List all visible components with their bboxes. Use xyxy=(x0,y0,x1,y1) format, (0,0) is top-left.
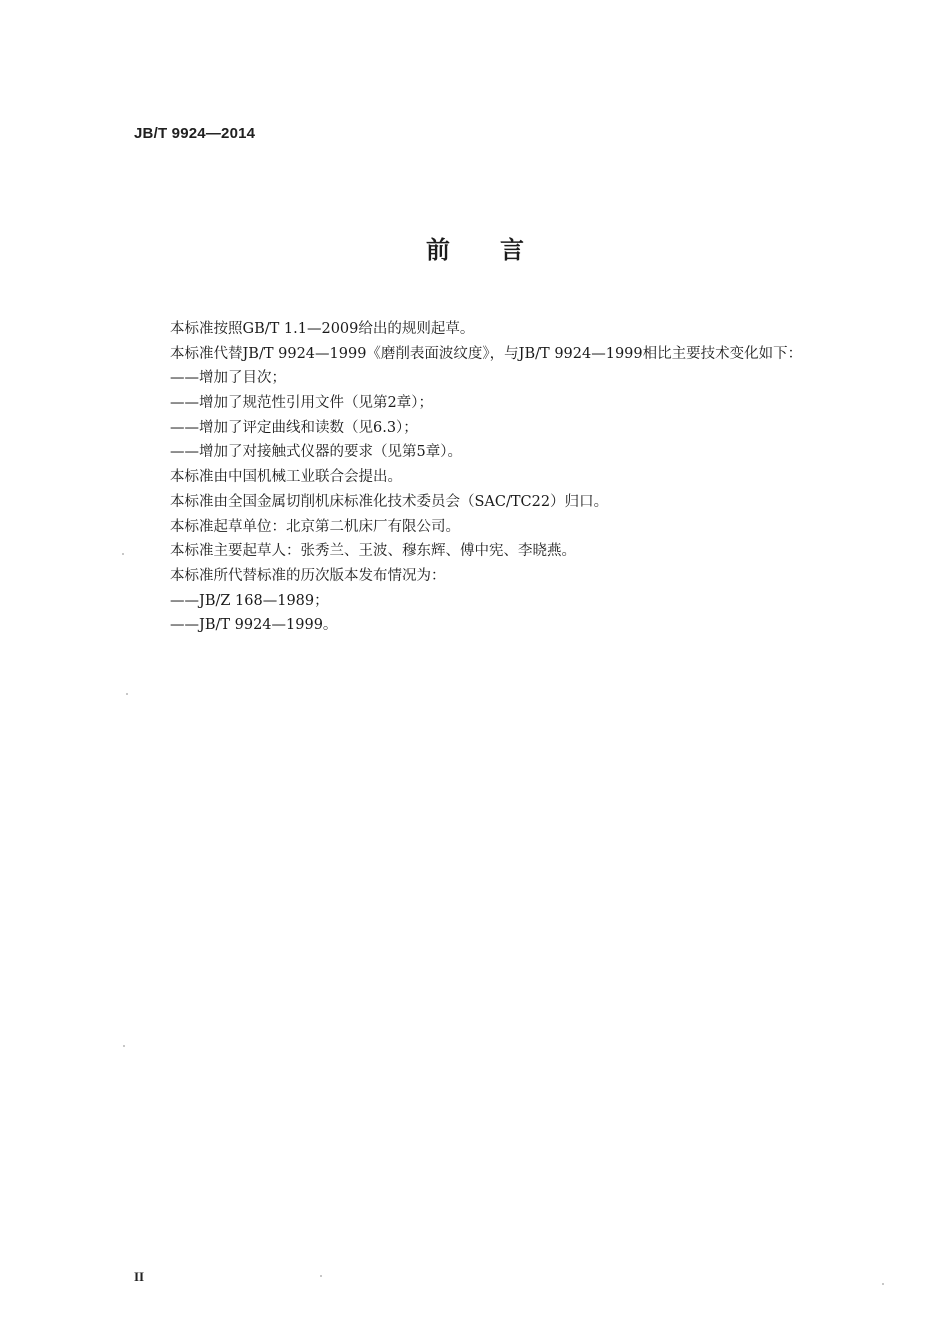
paragraph-drafters: 本标准主要起草人：张秀兰、王波、穆东辉、傅中宪、李晓燕。 xyxy=(170,543,576,560)
scan-speck xyxy=(122,553,124,555)
list-item-change: ——增加了规范性引用文件（见第2章）； xyxy=(170,395,433,412)
paragraph-proposed-by: 本标准由中国机械工业联合会提出。 xyxy=(170,469,402,486)
scan-speck xyxy=(882,1283,884,1285)
scan-speck xyxy=(123,1045,125,1047)
scan-speck xyxy=(320,1275,322,1277)
list-item-change: ——增加了目次； xyxy=(170,370,286,387)
list-item-change: ——增加了对接触式仪器的要求（见第5章）。 xyxy=(170,444,462,461)
list-item-change: ——增加了评定曲线和读数（见6.3）； xyxy=(170,419,418,436)
foreword-body xyxy=(170,317,870,638)
page-number: II xyxy=(134,1269,145,1284)
page-title: 前言 xyxy=(426,236,574,264)
paragraph-drafting-rules: 本标准按照GB/T 1.1—2009给出的规则起草。 xyxy=(170,321,475,337)
scan-speck xyxy=(126,693,128,695)
list-item-edition: ——JB/Z 168—1989； xyxy=(170,592,329,609)
paragraph-replaces: 本标准代替JB/T 9924—1999《磨削表面波纹度》，与JB/T 9924—1999相比主要技术变化如下： xyxy=(170,345,803,362)
paragraph-drafting-unit: 本标准起草单位：北京第二机床厂有限公司。 xyxy=(170,518,460,535)
paragraph-previous-editions: 本标准所代替标准的历次版本发布情况为： xyxy=(170,567,446,584)
standard-code: JB/T 9924—2014 xyxy=(134,125,256,142)
paragraph-under-jurisdiction: 本标准由全国金属切削机床标准化技术委员会（SAC/TC22）归口。 xyxy=(170,493,609,510)
list-item-edition: ——JB/T 9924—1999。 xyxy=(170,617,338,634)
